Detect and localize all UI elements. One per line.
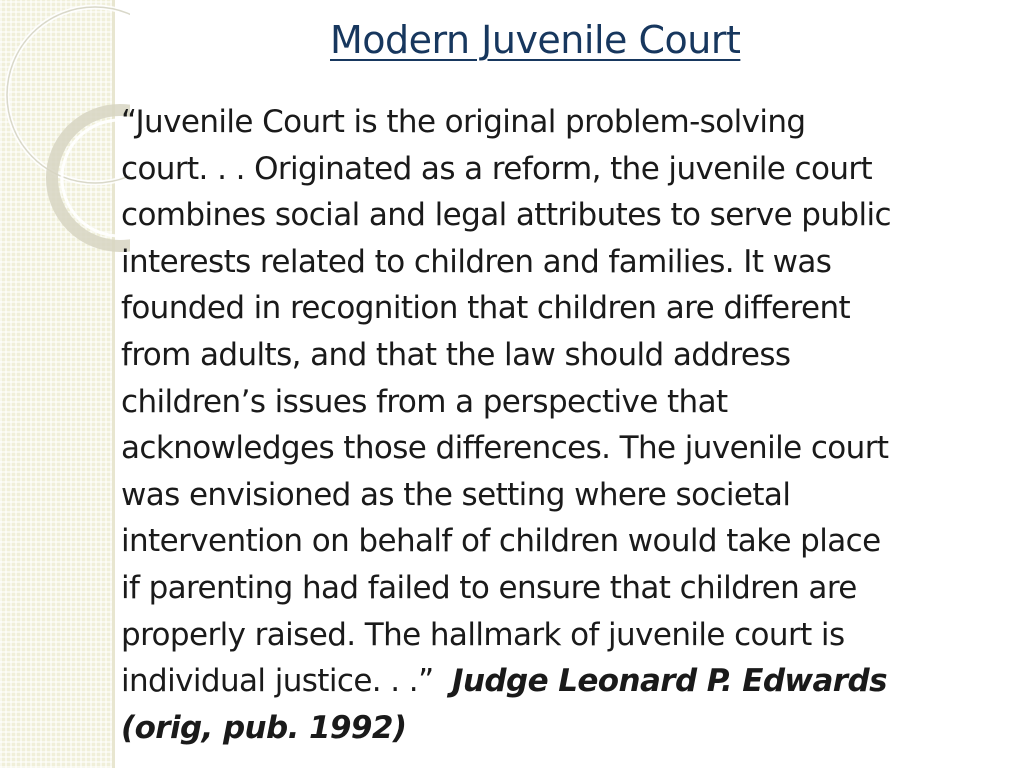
quote-line: court. . . Originated as a reform, the juvenile court xyxy=(121,150,873,187)
quote-line: from adults, and that the law should address xyxy=(121,336,791,373)
decor-circle-outer xyxy=(7,7,130,183)
quote-line: interests related to children and families. It was xyxy=(121,243,832,280)
quote-line: properly raised. The hallmark of juvenile court is xyxy=(121,616,845,653)
slide-title: Modern Juvenile Court xyxy=(330,18,741,62)
quote-line: combines social and legal attributes to serve public xyxy=(121,197,891,234)
quote-line: was envisioned as the setting where societal xyxy=(121,476,791,513)
quote-line: acknowledges those differences. The juvenile court xyxy=(121,430,889,467)
attribution-name: Judge Leonard P. Edwards xyxy=(452,663,887,700)
quote-line: children’s issues from a perspective that xyxy=(121,383,728,420)
quote-line: individual justice. . .” xyxy=(121,663,453,700)
decor-circle-outer-line xyxy=(7,7,130,183)
quote-line: if parenting had failed to ensure that children are xyxy=(121,569,857,606)
quote-line: founded in recognition that children are different xyxy=(121,290,851,327)
quote-line: “Juvenile Court is the original problem-solving xyxy=(121,104,806,140)
attribution-source: (orig, pub. 1992) xyxy=(121,709,407,746)
decorative-circles xyxy=(0,0,130,768)
quote-text xyxy=(121,99,1016,751)
quote-line: intervention on behalf of children would take place xyxy=(121,523,881,560)
